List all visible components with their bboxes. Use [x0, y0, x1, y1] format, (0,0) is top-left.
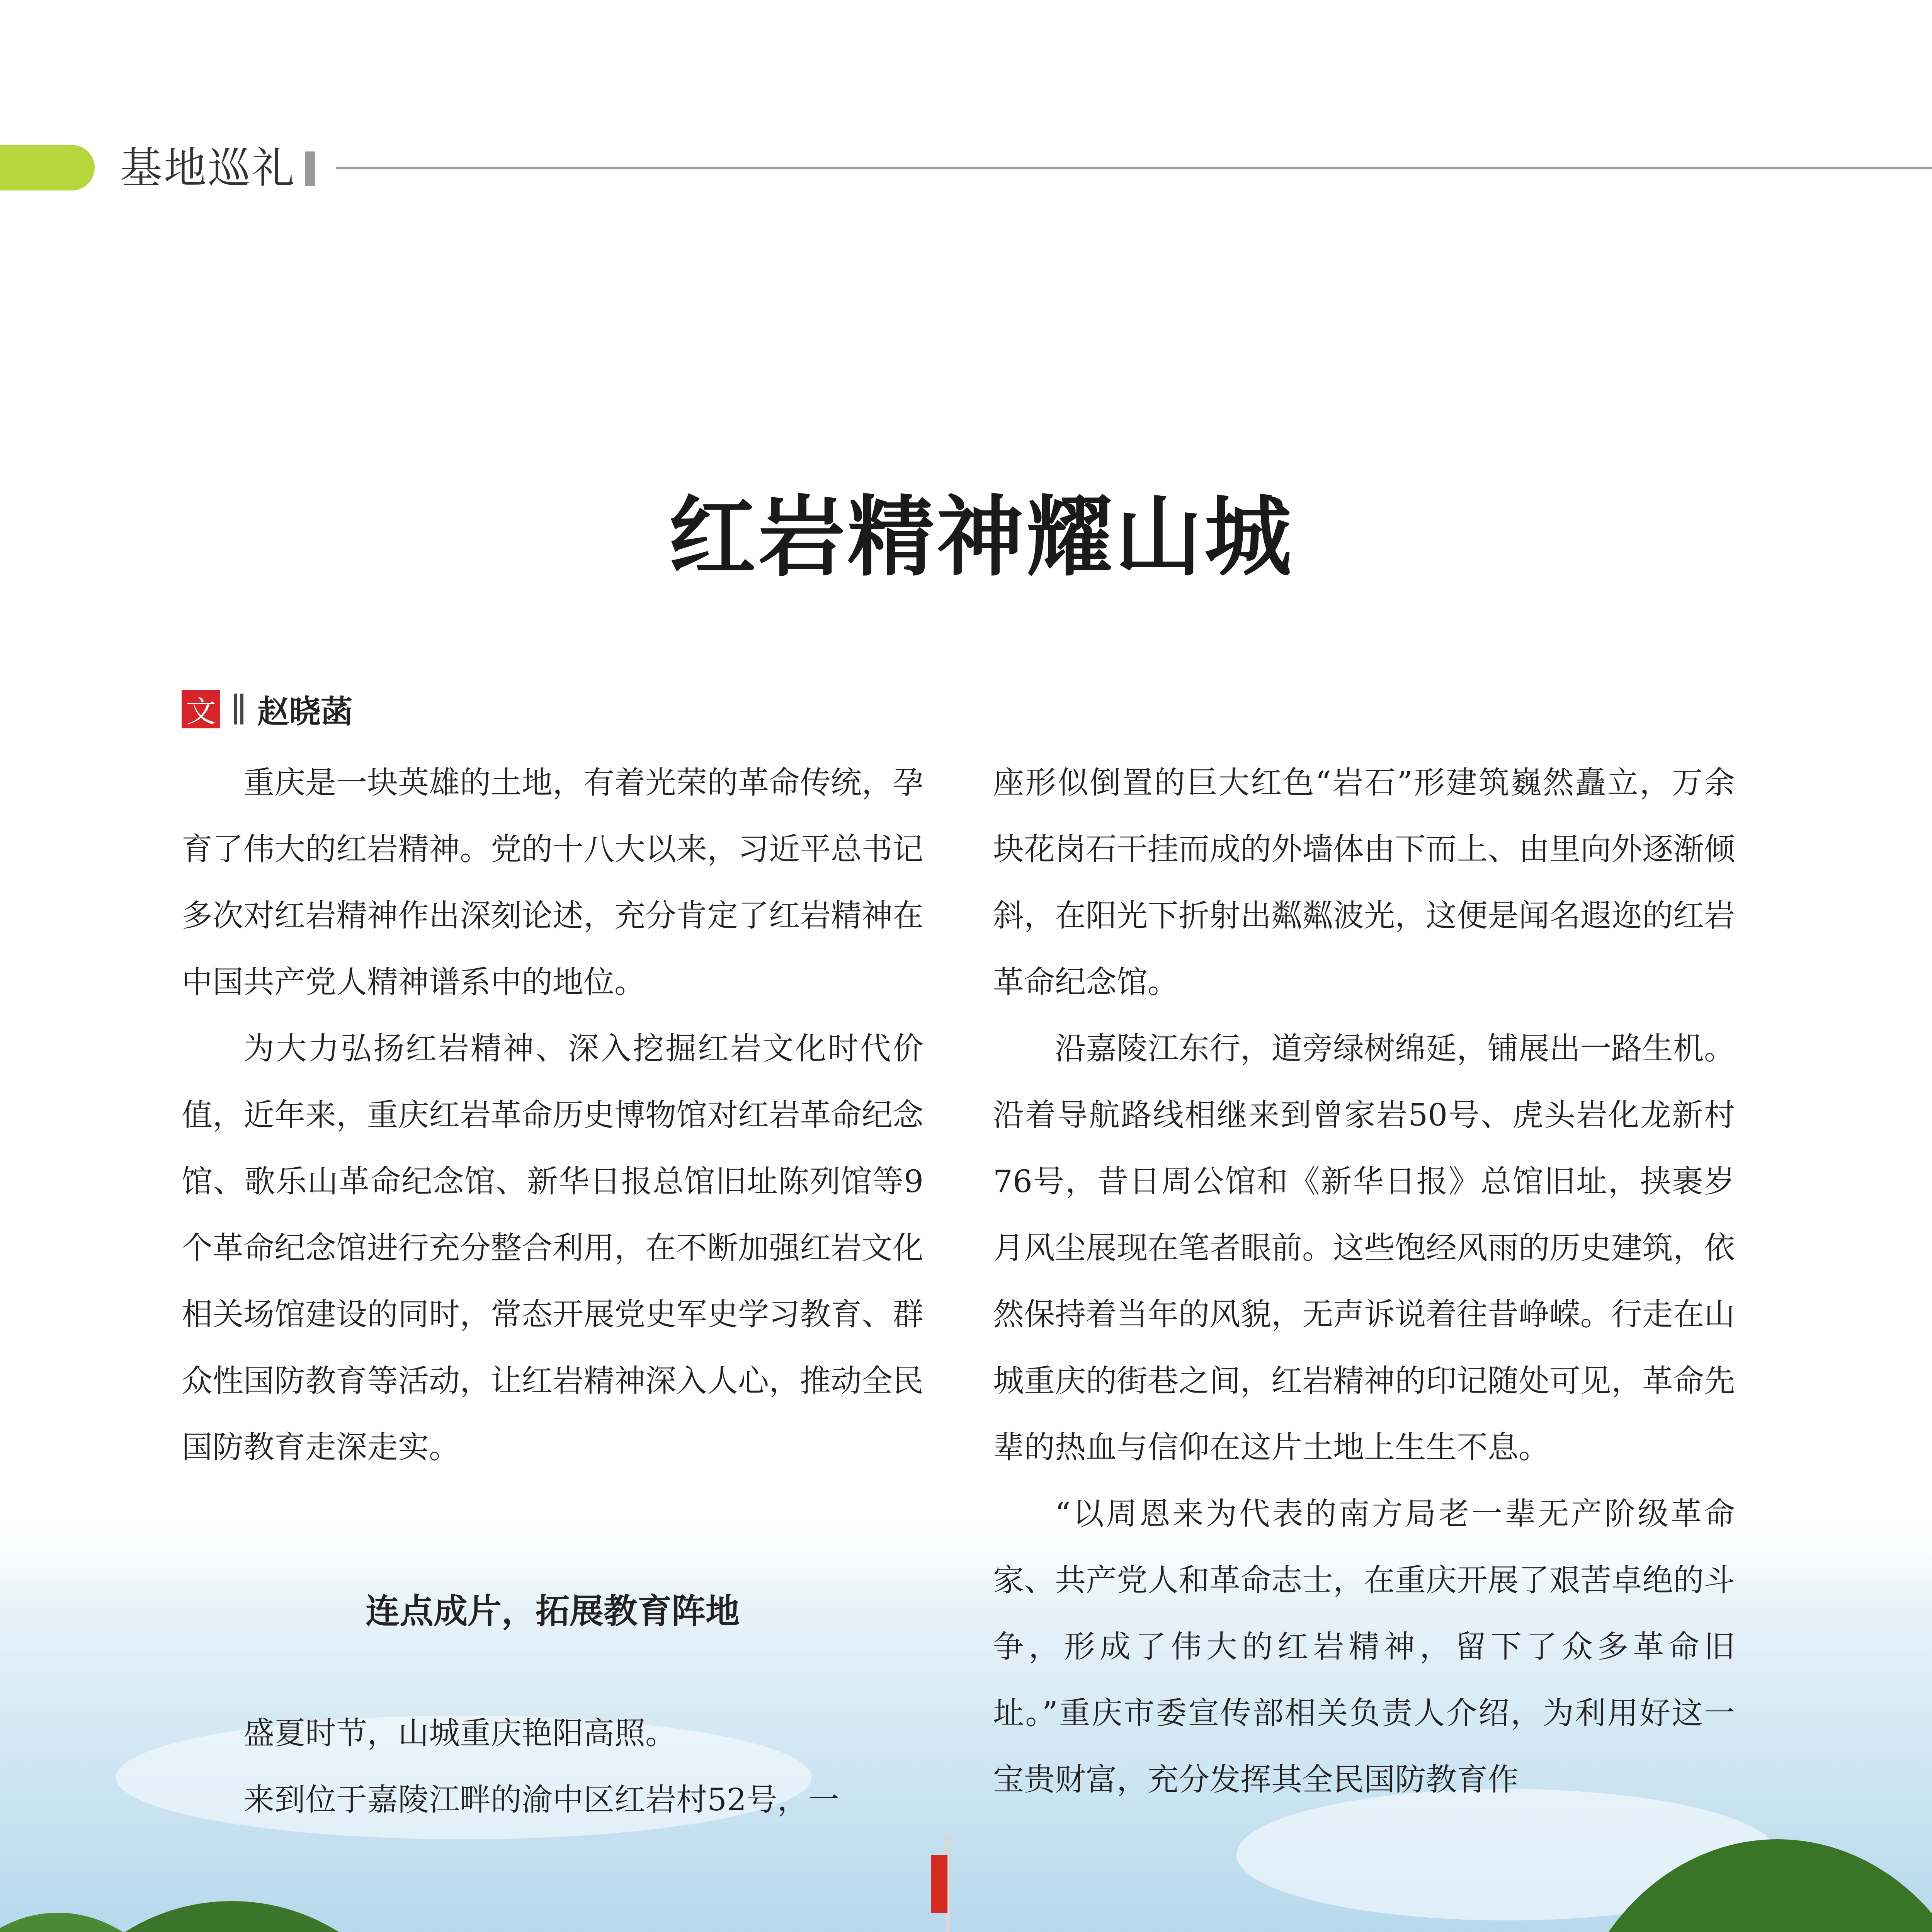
header-rule — [336, 167, 1932, 169]
byline — [182, 688, 352, 730]
section-tab-marker — [0, 145, 95, 190]
section-divider — [305, 151, 315, 186]
left-column — [182, 750, 923, 1481]
byline-badge: 文 — [182, 690, 220, 728]
paragraph: 来到位于嘉陵江畔的渝中区红岩村52号，一 — [243, 1782, 839, 1818]
section-label: 基地巡礼 — [120, 143, 296, 193]
paragraph: “以周恩来为代表的南方局老一辈无产阶级革命家、共产党人和革命志士，在重庆开展了艰苦卓绝的斗争，形成了伟大的红岩精神，留下了众多革命旧址。”重庆市委宣传部相关负责人介绍，为利用好这一宝贵财富，充分发挥其全民国防教育作 — [993, 1496, 1735, 1798]
paragraph: 为大力弘扬红岩精神、深入挖掘红岩文化时代价值，近年来，重庆红岩革命历史博物馆对红岩革命纪念馆、歌乐山革命纪念馆、新华日报总馆旧址陈列馆等9个革命纪念馆进行充分整合利用，在不断加强红岩文化相关场馆建设的同时，常态开展党史军史学习教育、群众性国防教育等活动，让红岩精神深入人心，推动全民国防教育走深走实。 — [182, 1031, 923, 1465]
section-subheading: 连点成片，拓展教育阵地 — [365, 1591, 740, 1631]
paragraph: 盛夏时节，山城重庆艳阳高照。 — [243, 1715, 676, 1751]
author-name: 赵晓菡 — [257, 693, 353, 730]
left-column-continued — [182, 1700, 923, 1833]
paragraph: 重庆是一块英雄的土地，有着光荣的革命传统，孕育了伟大的红岩精神。党的十八大以来，习近平总书记多次对红岩精神作出深刻论述，充分肯定了红岩精神在中国共产党人精神谱系中的地位。 — [182, 765, 923, 1000]
paragraph: 沿嘉陵江东行，道旁绿树绵延，铺展出一路生机。沿着导航路线相继来到曾家岩50号、虎头岩化龙新村76号，昔日周公馆和《新华日报》总馆旧址，挟裹岁月风尘展现在笔者眼前。这些饱经风雨的历史建筑，依然保持着当年的风貌，无声诉说着往昔峥嵘。行走在山城重庆的街巷之间，红岩精神的印记随处可见，革命先辈的热血与信仰在这片土地上生生不息。 — [993, 1031, 1735, 1465]
right-column — [993, 750, 1735, 1813]
byline-separator — [234, 694, 243, 724]
article-title: 红岩精神耀山城 — [669, 487, 1294, 588]
paragraph: 座形似倒置的巨大红色“岩石”形建筑巍然矗立，万余块花岗石干挂而成的外墙体由下而上、由里向外逐渐倾斜，在阳光下折射出粼粼波光，这便是闻名遐迩的红岩革命纪念馆。 — [993, 765, 1735, 1000]
